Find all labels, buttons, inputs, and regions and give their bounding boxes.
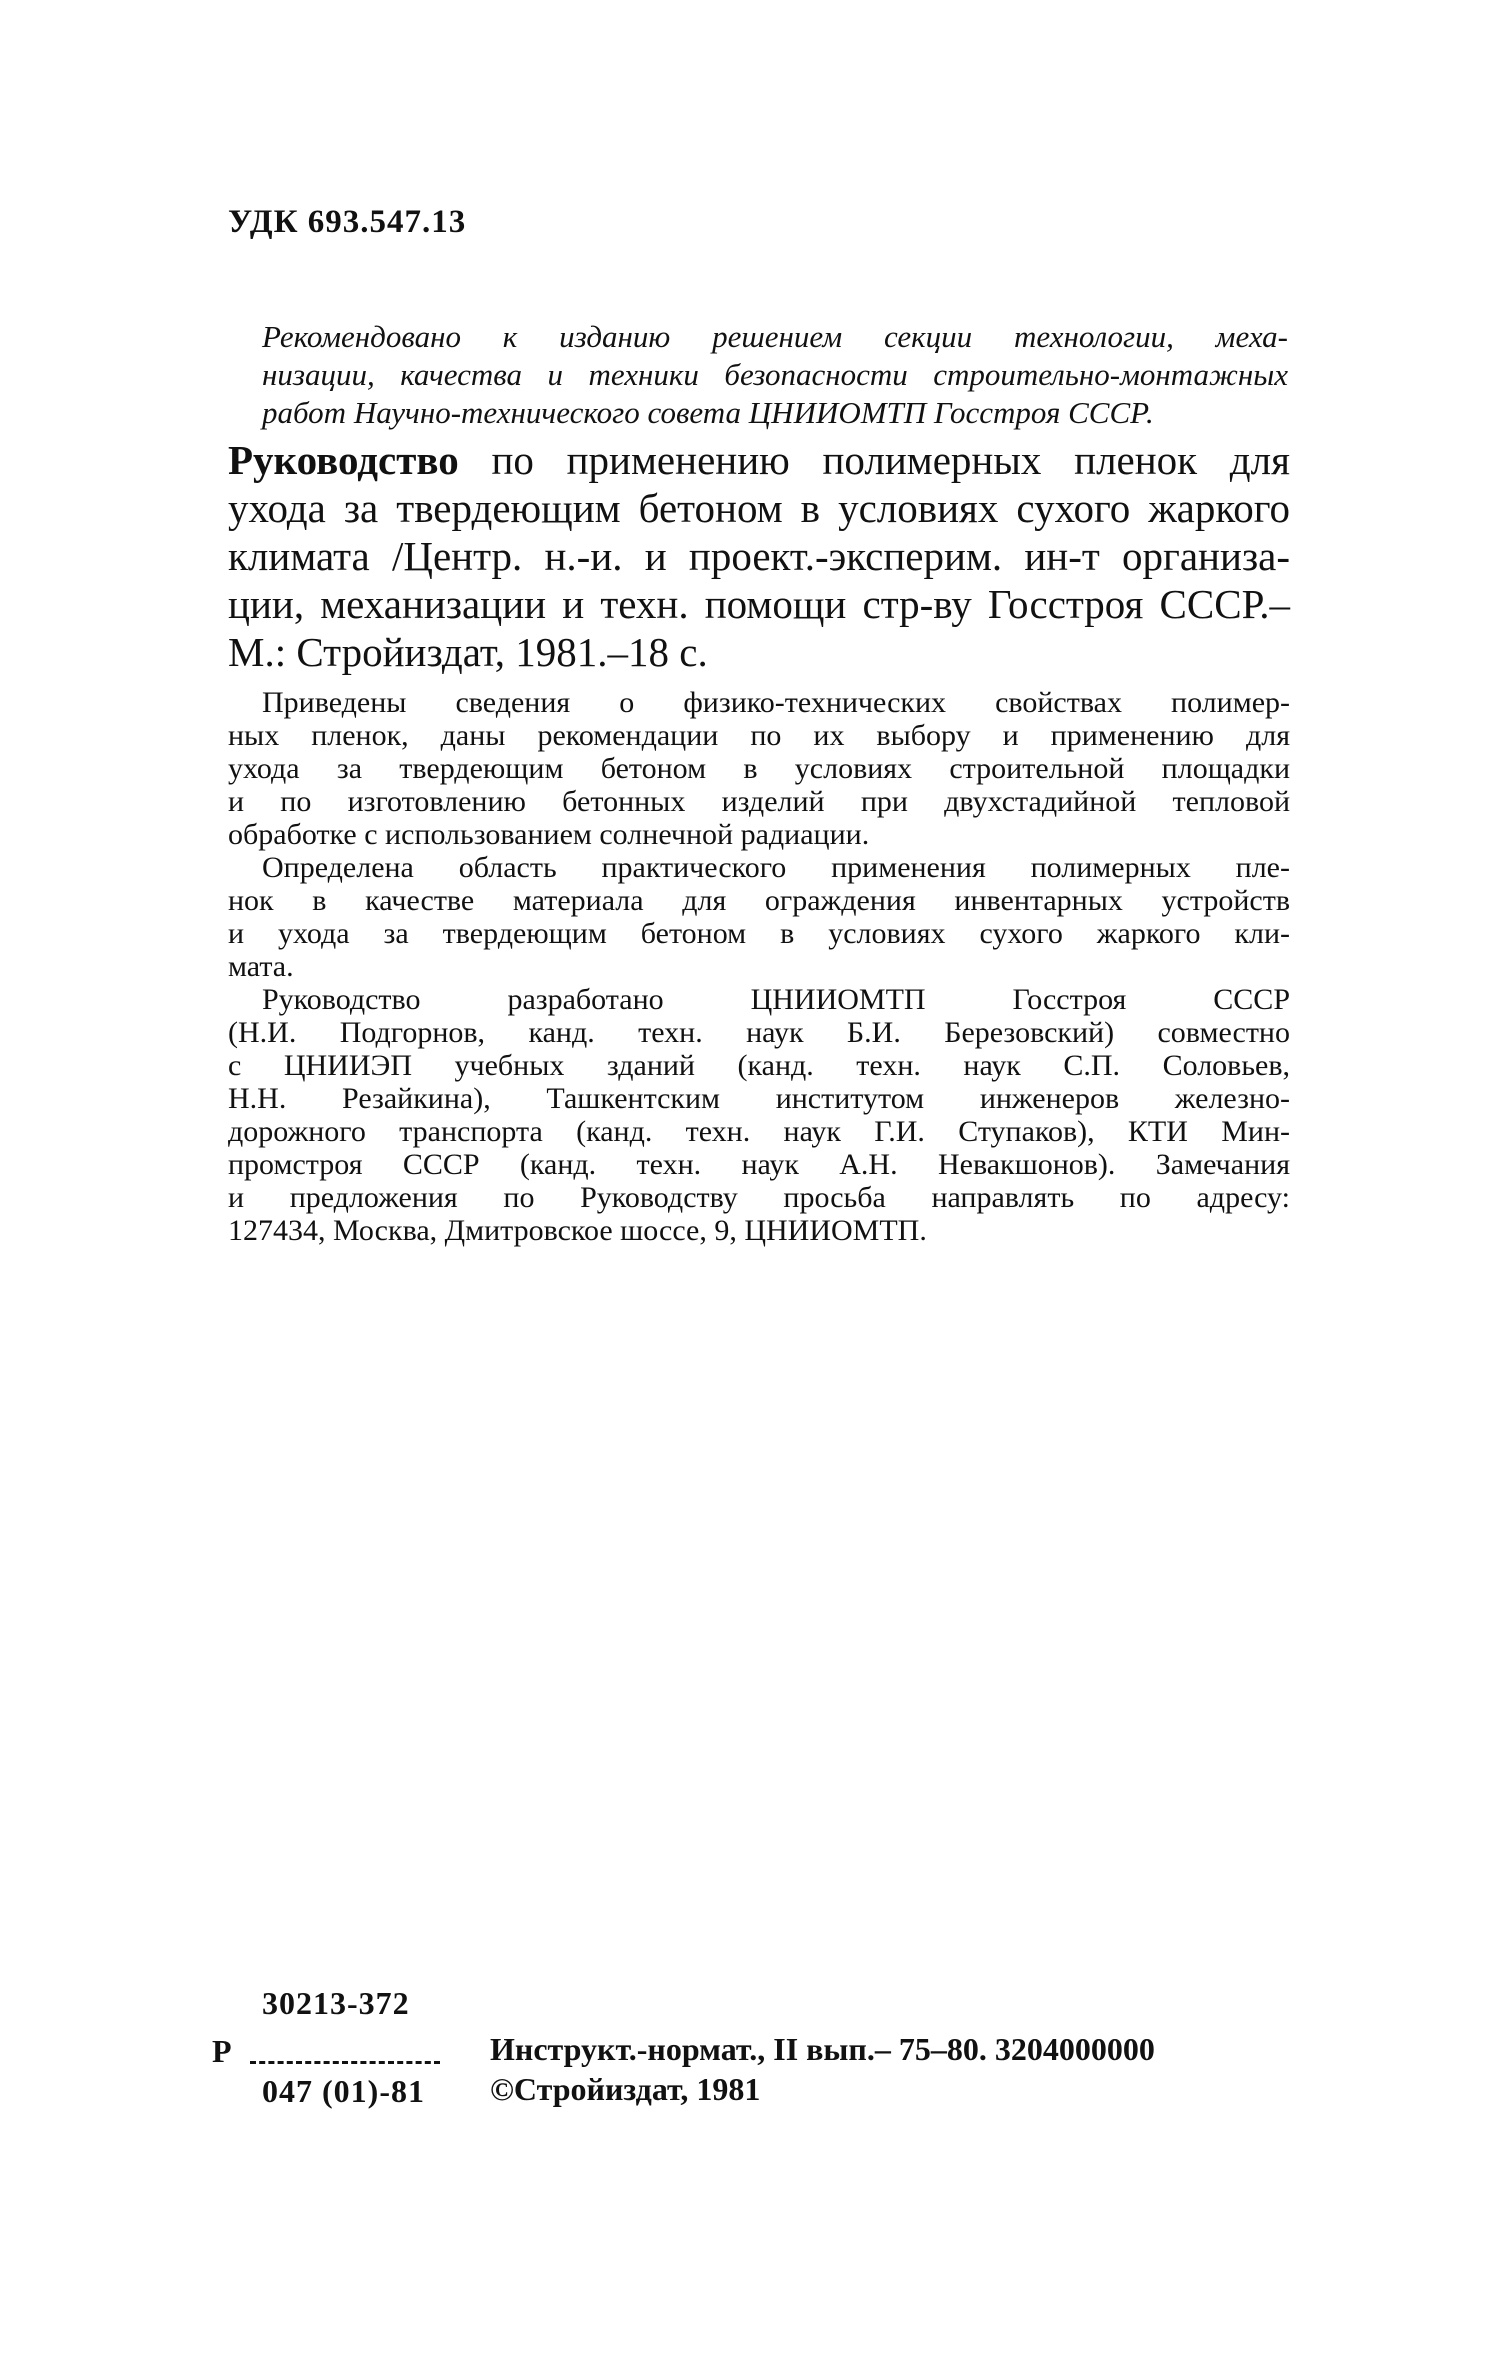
recommendation-line: Рекомендовано к изданию решением секции технологии, меха- <box>262 319 1288 354</box>
abstract-line: и по изготовлению бетонных изделий при двухстадийной тепловой <box>228 785 1290 818</box>
abstract-paragraph-3 <box>228 983 1290 1247</box>
abstract-line: мата. <box>228 950 294 983</box>
abstract-line: Определена область практического применения полимерных пле- <box>262 851 1290 884</box>
recommendation-note <box>262 318 1288 432</box>
bibliographic-line: ции, механизации и техн. помощи стр-ву Госстроя СССР.– <box>228 581 1290 627</box>
abstract-line: и ухода за твердеющим бетоном в условиях сухого жаркого кли- <box>228 917 1290 950</box>
abstract-line: ухода за твердеющим бетоном в условиях строительной площадки <box>228 752 1290 785</box>
abstract-line: с ЦНИИЭП учебных зданий (канд. техн. наук С.П. Соловьев, <box>228 1049 1290 1082</box>
recommendation-line: работ Научно-технического совета ЦНИИОМТП Госстроя СССР. <box>262 395 1154 430</box>
abstract-line: промстроя СССР (канд. техн. наук А.Н. Невакшонов). Замечания <box>228 1148 1290 1181</box>
abstract-line: Приведены сведения о физико-технических свойствах полимер- <box>262 686 1290 719</box>
abstract-line: Руководство разработано ЦНИИОМТП Госстроя СССР <box>262 983 1290 1016</box>
abstract <box>228 686 1290 1247</box>
bibliographic-title-lead: Руководство <box>228 437 459 483</box>
bibliographic-line: климата /Центр. н.-и. и проект.-эксперим. ин-т организа- <box>228 533 1290 579</box>
udk-code: УДК 693.547.13 <box>228 204 467 240</box>
bibliographic-first-line <box>228 436 1290 484</box>
recommendation-line: низации, качества и техники безопасности строительно-монтажных <box>262 357 1288 392</box>
abstract-paragraph-1 <box>228 686 1290 851</box>
abstract-line: нок в качестве материала для ограждения инвентарных устройств <box>228 884 1290 917</box>
bibliographic-line: ухода за твердеющим бетоном в условиях сухого жаркого <box>228 485 1290 531</box>
abstract-line: Н.Н. Резайкина), Ташкентским институтом инженеров железно- <box>228 1082 1290 1115</box>
bibliographic-first-line-rest: по применению полимерных пленок для <box>458 437 1290 483</box>
catalog-code-denominator: 047 (01)-81 <box>262 2073 425 2109</box>
imprint-series-line: Инструкт.-нормат., II вып.– 75–80. 3204000000 <box>490 2031 1155 2067</box>
abstract-paragraph-2 <box>228 851 1290 983</box>
abstract-line: 127434, Москва, Дмитровское шоссе, 9, ЦНИИОМТП. <box>228 1214 927 1247</box>
bibliographic-line: М.: Стройиздат, 1981.–18 с. <box>228 629 708 675</box>
abstract-line: и предложения по Руководству просьба направлять по адресу: <box>228 1181 1290 1214</box>
catalog-code <box>212 1985 457 2135</box>
fraction-rule <box>250 2061 440 2064</box>
abstract-line: ных пленок, даны рекомендации по их выбору и применению для <box>228 719 1290 752</box>
catalog-code-letter: Р <box>212 2033 232 2069</box>
publication-footer <box>212 1985 1302 2135</box>
abstract-line: (Н.И. Подгорнов, канд. техн. наук Б.И. Березовский) совместно <box>228 1016 1290 1049</box>
imprint <box>490 2029 1155 2109</box>
abstract-line: обработке с использованием солнечной радиации. <box>228 818 870 851</box>
imprint-copyright-line: ©Стройиздат, 1981 <box>490 2071 761 2107</box>
catalog-code-numerator: 30213-372 <box>262 1985 410 2021</box>
bibliographic-description <box>228 436 1290 676</box>
abstract-line: дорожного транспорта (канд. техн. наук Г.И. Ступаков), КТИ Мин- <box>228 1115 1290 1148</box>
